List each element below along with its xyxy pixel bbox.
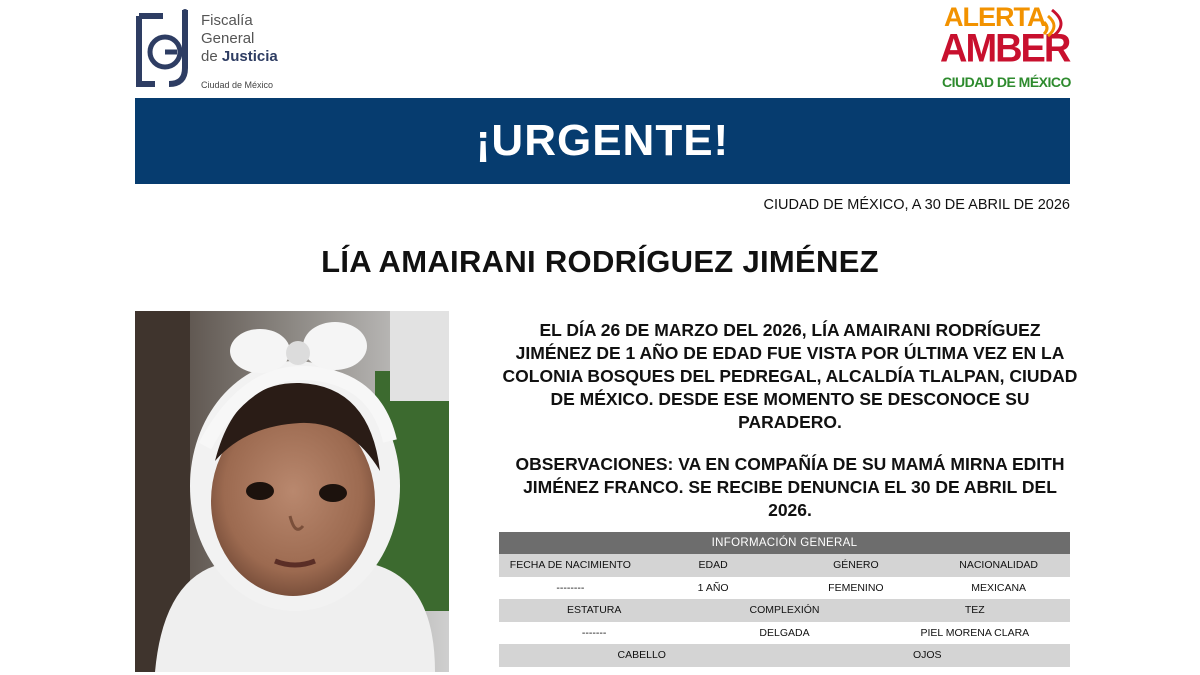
value-height: ------- xyxy=(581,626,607,639)
label-birth-date: FECHA DE NACIMIENTO xyxy=(509,559,631,572)
missing-person-photo xyxy=(135,311,449,672)
general-info-table xyxy=(499,532,1070,667)
fgj-line1: Fiscalía xyxy=(201,12,253,29)
urgent-banner-text: ¡URGENTE! xyxy=(475,116,730,165)
dateline: CIUDAD DE MÉXICO, A 30 DE ABRIL DE 2026 xyxy=(763,197,1070,213)
table-row xyxy=(499,599,1070,622)
signal-waves-icon xyxy=(1040,4,1074,38)
table-row xyxy=(499,577,1070,600)
label-height: ESTATURA xyxy=(566,604,622,617)
general-info-header: INFORMACIÓN GENERAL xyxy=(499,532,1070,554)
table-row xyxy=(499,554,1070,577)
value-gender: FEMENINO xyxy=(828,581,884,594)
fgj-logo xyxy=(135,6,305,92)
missing-person-name: LÍA AMAIRANI RODRÍGUEZ JIMÉNEZ xyxy=(321,244,879,279)
amber-line3: CIUDAD DE MÉXICO xyxy=(942,74,1071,90)
value-nationality: MEXICANA xyxy=(971,581,1027,594)
value-complexion: PIEL MORENA CLARA xyxy=(920,626,1030,639)
fgj-city: Ciudad de México xyxy=(201,80,274,90)
amber-line2: AMBER xyxy=(940,26,1070,72)
label-nationality: NACIONALIDAD xyxy=(959,559,1038,572)
label-gender: GÉNERO xyxy=(833,559,879,572)
label-age: EDAD xyxy=(698,559,728,572)
urgent-banner xyxy=(135,98,1070,184)
child-portrait-image xyxy=(135,311,449,672)
table-row xyxy=(499,644,1070,667)
value-age: 1 AÑO xyxy=(697,581,729,594)
fgj-line3-strong: Justicia xyxy=(221,48,278,65)
fgj-line2: General xyxy=(201,30,255,47)
alerta-amber-logo xyxy=(938,2,1074,94)
fgj-name xyxy=(201,12,278,66)
value-birth-date: -------- xyxy=(556,581,585,594)
fgj-emblem-icon xyxy=(135,6,195,88)
value-build: DELGADA xyxy=(759,626,810,639)
table-row xyxy=(499,622,1070,645)
label-complexion: TEZ xyxy=(964,604,985,617)
label-hair: CABELLO xyxy=(617,649,666,662)
label-eyes: OJOS xyxy=(912,649,942,662)
amber-line1: ALERTA xyxy=(944,2,1046,32)
case-description: EL DÍA 26 DE MARZO DEL 2026, LÍA AMAIRANI RODRÍGUEZ JIMÉNEZ DE 1 AÑO DE EDAD FUE VISTA POR ÚLTIMA VEZ EN LA COLONIA BOSQUES DEL PEDREGAL, ALCALDÍA TLALPAN, CIUDAD DE MÉXICO. DESDE ESE MOMENTO SE DESCONOCE SU PARADERO. xyxy=(502,320,1078,432)
label-build: COMPLEXIÓN xyxy=(749,604,820,617)
fgj-line3-prefix: de xyxy=(201,48,222,65)
case-observations: OBSERVACIONES: VA EN COMPAÑÍA DE SU MAMÁ MIRNA EDITH JIMÉNEZ FRANCO. SE RECIBE DENUNCIA EL 30 DE ABRIL DEL 2026. xyxy=(515,454,1065,520)
